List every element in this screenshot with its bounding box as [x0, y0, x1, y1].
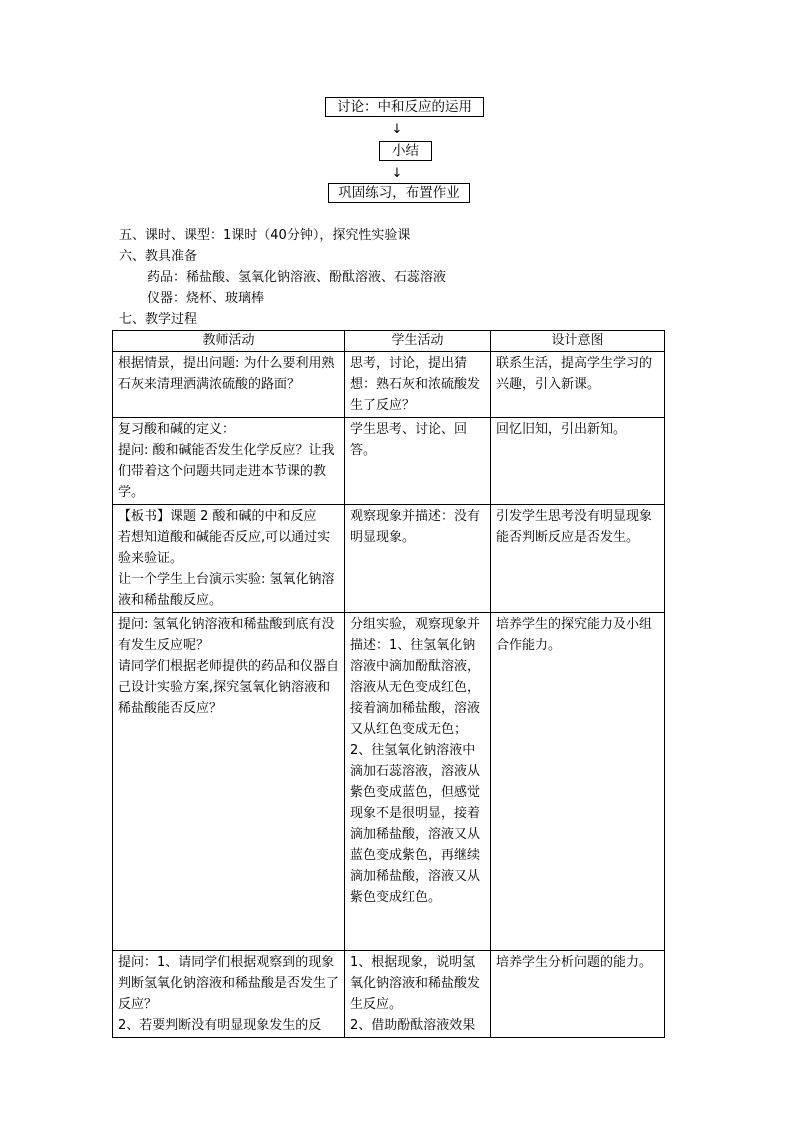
header-teacher-activity: 教师活动	[113, 331, 345, 352]
design-intent-cell	[491, 613, 665, 951]
cell-text: 联系生活，提高学生学习的兴趣，引入新课。	[496, 356, 653, 392]
cell-text: 思考，讨论，提出猜想：熟石灰和浓硫酸发生了反应？	[350, 356, 481, 413]
table-row	[113, 505, 665, 613]
cell-text: 提问: 酸和碱能否发生化学反应？让我们带着这个问题共同走进本节课的教学。	[118, 443, 335, 500]
teacher-activity-cell	[113, 505, 345, 613]
cell-text: 提问：1、请同学们根据观察到的现象判断氢氧化钠溶液和稀盐酸是否发生了反应？	[118, 955, 340, 1012]
table-row	[113, 418, 665, 505]
equipment-chemicals: 药品：稀盐酸、氢氧化钠溶液、酚酞溶液、石蕊溶液	[147, 270, 447, 285]
header-design-intent: 设计意图	[491, 331, 665, 352]
cell-text: 分组实验，观察现象并描述：1、往氢氧化钠溶液中滴加酚酞溶液，溶液从无色变成红色，接着滴加稀盐酸，溶液又从红色变成无色；	[350, 617, 481, 737]
student-activity-cell	[345, 613, 491, 951]
cell-text: 2、若要判断没有明显现象发生的反	[118, 1018, 322, 1033]
design-intent-cell	[491, 352, 665, 418]
student-activity-cell	[345, 352, 491, 418]
teacher-activity-cell	[113, 951, 345, 1038]
cell-text: 观察现象并描述：没有明显现象。	[350, 509, 481, 545]
cell-text: 让一个学生上台演示实验: 氢氧化钠溶液和稀盐酸反应。	[118, 572, 335, 608]
lesson-process-table	[112, 330, 665, 1038]
cell-text: 【板书】课题 2 酸和碱的中和反应	[118, 509, 317, 524]
section-equipment-title: 六、教具准备	[119, 249, 198, 264]
cell-text: 复习酸和碱的定义：	[118, 422, 236, 437]
cell-text: 培养学生的探究能力及小组合作能力。	[496, 617, 653, 653]
table-row	[113, 951, 665, 1038]
flow-arrow-down-icon: ↓	[391, 166, 403, 181]
table-header-row	[113, 331, 665, 352]
design-intent-cell	[491, 505, 665, 613]
flow-box-practice: 巩固练习，布置作业	[328, 183, 470, 203]
design-intent-cell	[491, 418, 665, 505]
cell-text: 培养学生分析问题的能力。	[496, 955, 653, 970]
cell-text: 学生思考、讨论、回答。	[350, 422, 468, 458]
flow-box-summary: 小结	[379, 141, 432, 161]
flow-box-discussion: 讨论：中和反应的运用	[325, 97, 484, 117]
teacher-activity-cell	[113, 418, 345, 505]
table-row	[113, 352, 665, 418]
cell-text: 请同学们根据老师提供的药品和仪器自己设计实验方案,探究氢氧化钠溶液和稀盐酸能否反应？	[118, 659, 340, 716]
cell-text: 1、根据现象，说明氢氧化钠溶液和稀盐酸发生反应。	[350, 955, 481, 1012]
flow-arrow-down-icon: ↓	[391, 122, 403, 137]
table-row	[113, 613, 665, 951]
cell-text: 若想知道酸和碱能否反应,可以通过实验来验证。	[118, 530, 331, 566]
header-student-activity: 学生活动	[345, 331, 491, 352]
design-intent-cell	[491, 951, 665, 1038]
teacher-activity-cell	[113, 352, 345, 418]
cell-text: 回忆旧知，引出新知。	[496, 422, 627, 437]
cell-text: 根据情景，提出问题: 为什么要利用熟石灰来清理洒满浓硫酸的路面？	[118, 356, 335, 392]
equipment-instruments: 仪器：烧杯、玻璃棒	[147, 291, 265, 306]
cell-text: 提问: 氢氧化钠溶液和稀盐酸到底有没有发生反应呢？	[118, 617, 335, 653]
student-activity-cell	[345, 951, 491, 1038]
section-process-title: 七、教学过程	[119, 312, 198, 327]
cell-text: 2、往氢氧化钠溶液中滴加石蕊溶液，溶液从紫色变成蓝色，但感觉现象不是很明显，接着滴加稀盐酸，溶液又从蓝色变成紫色，再继续滴加稀盐酸，溶液又从紫色变成红色。	[350, 743, 481, 905]
cell-text: 引发学生思考没有明显现象能否判断反应是否发生。	[496, 509, 653, 545]
cell-text: 2、借助酚酞溶液效果	[350, 1018, 476, 1033]
teacher-activity-cell	[113, 613, 345, 951]
section-period: 五、课时、课型：1课时（40分钟），探究性实验课	[119, 228, 411, 243]
student-activity-cell	[345, 418, 491, 505]
student-activity-cell	[345, 505, 491, 613]
